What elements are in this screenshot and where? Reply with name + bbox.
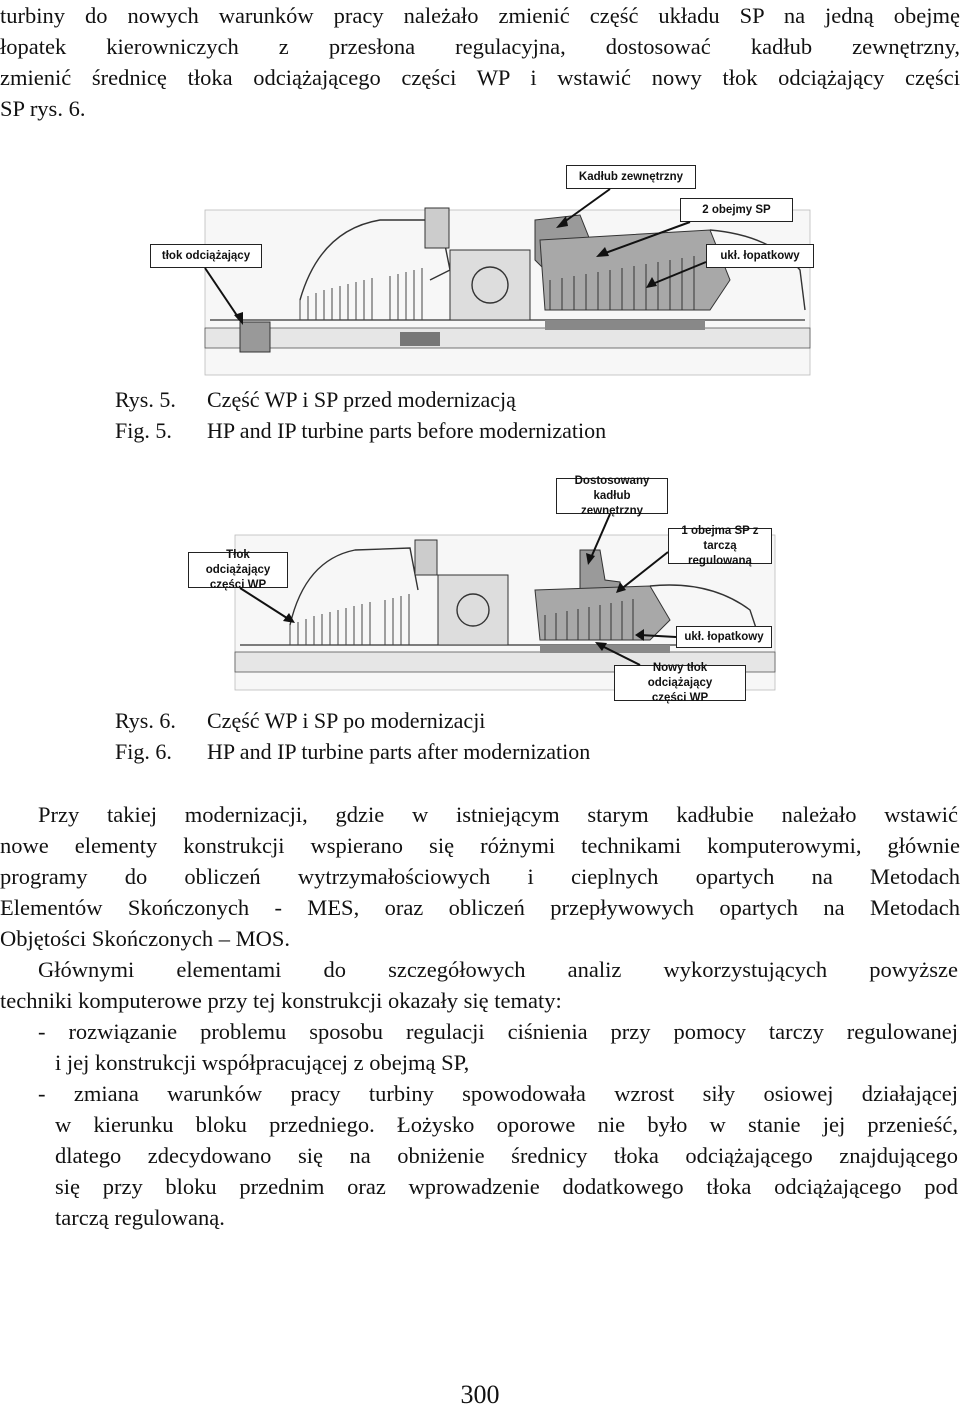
bullet1-line-2: i jej konstrukcji współpracującej z obejmą SP, bbox=[55, 1050, 470, 1075]
figure-5-caption-en bbox=[115, 416, 606, 446]
figure-5-caption-pl bbox=[115, 385, 516, 415]
para2-line-1: Głównymi elementami do szczegółowych analiz wykorzystujących powyższe bbox=[38, 957, 958, 982]
callout-line: zewnętrzny bbox=[581, 504, 643, 517]
callout-tlok-odciazajacy: tłok odciążający bbox=[150, 244, 262, 268]
callout-ukl-lopatkowy: ukł. łopatkowy bbox=[706, 244, 814, 268]
callout-line: tarczą regulowaną bbox=[688, 539, 752, 567]
para1-line-2: nowe elementy konstrukcji wspierano się różnymi technikami komputerowymi, głównie bbox=[0, 833, 960, 858]
para1-line-5: Objętości Skończonych – MOS. bbox=[0, 926, 290, 951]
callout-line: części WP bbox=[651, 691, 709, 704]
intro-line-3: zmienić średnicę tłoka odciążającego części WP i wstawić nowy tłok odciążający części bbox=[0, 65, 960, 90]
callout-line: części WP bbox=[209, 578, 267, 591]
callout-line: Dostosowany kadłub bbox=[574, 474, 650, 502]
caption-number: Rys. 6. bbox=[115, 708, 176, 733]
figure-6-caption-en bbox=[115, 737, 590, 767]
caption-text: HP and IP turbine parts before modernization bbox=[207, 418, 607, 443]
caption-text: Część WP i SP po modernizacji bbox=[207, 708, 486, 733]
caption-number: Fig. 5. bbox=[115, 418, 172, 443]
para1-line-4: Elementów Skończonych - MES, oraz obliczeń przepływowych opartych na Metodach bbox=[0, 895, 960, 920]
bullet1-line-1: - rozwiązanie problemu sposobu regulacji ciśnienia przy pomocy tarczy regulowanej bbox=[38, 1019, 958, 1044]
intro-line-1: turbiny do nowych warunków pracy należało zmienić część układu SP na jedną obejmę bbox=[0, 3, 960, 28]
callout-line: 1 obejma SP z bbox=[681, 524, 759, 537]
caption-number: Fig. 6. bbox=[115, 739, 172, 764]
intro-line-4: SP rys. 6. bbox=[0, 96, 86, 121]
caption-text: Część WP i SP przed modernizacją bbox=[207, 387, 516, 412]
para1-line-3: programy do obliczeń wytrzymałościowych i cieplnych opartych na Metodach bbox=[0, 864, 960, 889]
figure-6-caption-pl bbox=[115, 706, 485, 736]
bullet2-line-4: się przy bloku przednim oraz wprowadzenie dodatkowego tłoka odciążającego pod bbox=[55, 1174, 958, 1199]
bullet2-line-1: - zmiana warunków pracy turbiny spowodowała wzrost siły osiowej działającej bbox=[38, 1081, 958, 1106]
callout-kadlub-zewnetrzny: Kadłub zewnętrzny bbox=[566, 165, 696, 189]
callout-ukl-lopatkowy-2: ukł. łopatkowy bbox=[676, 626, 772, 648]
para1-line-1: Przy takiej modernizacji, gdzie w istniejącym starym kadłubie należało wstawić bbox=[38, 802, 958, 827]
bullet2-line-5: tarczą regulowaną. bbox=[55, 1205, 225, 1230]
page-number: 300 bbox=[460, 1380, 500, 1409]
callout-line: Nowy tłok odciążający bbox=[647, 661, 713, 689]
caption-number: Rys. 5. bbox=[115, 387, 176, 412]
intro-line-2: łopatek kierowniczych z przesłona regulacyjna, dostosować kadłub zewnętrzny, bbox=[0, 34, 960, 59]
caption-text: HP and IP turbine parts after modernization bbox=[207, 739, 591, 764]
figure-5-arrows bbox=[0, 0, 960, 400]
callout-line: Tłok odciążający bbox=[205, 548, 271, 576]
bullet2-line-3: dlatego zdecydowano się na obniżenie średnicy tłoka odciążającego znajdującego bbox=[55, 1143, 958, 1168]
bullet2-line-2: w kierunku bloku przedniego. Łożysko oporowe nie było w stanie jej przenieść, bbox=[55, 1112, 958, 1137]
callout-2-obejmy-sp: 2 obejmy SP bbox=[680, 198, 793, 222]
para2-line-2: techniki komputerowe przy tej konstrukcji okazały się tematy: bbox=[0, 988, 562, 1013]
figure-6-arrows bbox=[0, 460, 960, 720]
